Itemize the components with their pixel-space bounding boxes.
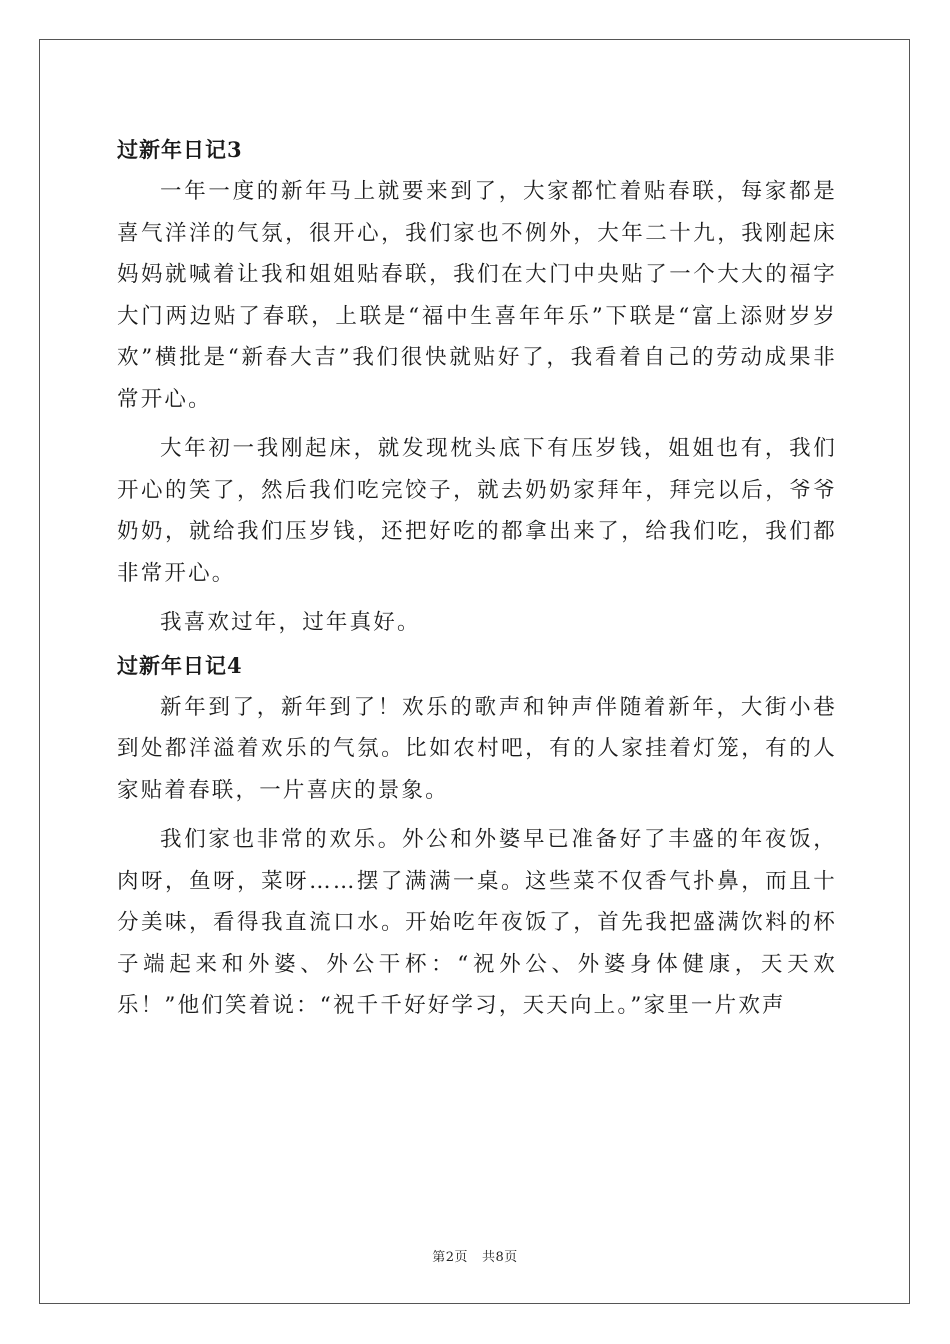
total-page-count: 共8页 — [482, 1250, 518, 1265]
document-body — [117, 128, 837, 1027]
paragraph: 我们家也非常的欢乐。外公和外婆早已准备好了丰盛的年夜饭，肉呀，鱼呀，菜呀……摆了满满一桌。这些菜不仅香气扑鼻，而且十分美味，看得我直流口水。开始吃年夜饭了，首先我把盛满饮料的杯子端起来和外婆、外公干杯：“祝外公、外婆身体健康，天天欢乐！”他们笑着说：“祝千千好好学习，天天向上。”家里一片欢声 — [117, 827, 837, 1018]
page-footer — [0, 1246, 950, 1265]
paragraph: 我喜欢过年，过年真好。 — [160, 610, 421, 635]
paragraph: 新年到了，新年到了！欢乐的歌声和钟声伴随着新年，大街小巷到处都洋溢着欢乐的气氛。比如农村吧，有的人家挂着灯笼，有的人家贴着春联，一片喜庆的景象。 — [117, 694, 837, 803]
paragraph: 大年初一我刚起床，就发现枕头底下有压岁钱，姐姐也有，我们开心的笑了，然后我们吃完饺子，就去奶奶家拜年，拜完以后，爷爷奶奶，就给我们压岁钱，还把好吃的都拿出来了，给我们吃，我们都非常开心。 — [117, 436, 837, 586]
section-diary-4 — [117, 644, 837, 1027]
section-heading: 过新年日记4 — [117, 652, 243, 678]
section-diary-3 — [117, 128, 837, 644]
section-heading: 过新年日记3 — [117, 137, 243, 162]
current-page-number: 第2页 — [432, 1250, 468, 1265]
paragraph: 一年一度的新年马上就要来到了，大家都忙着贴春联，每家都是喜气洋洋的气氛，很开心，我们家也不例外，大年二十九，我刚起床妈妈就喊着让我和姐姐贴春联，我们在大门中央贴了一个大大的福字大门两边贴了春联，上联是“福中生喜年年乐”下联是“富上添财岁岁欢”横批是“新春大吉”我们很快就贴好了，我看着自己的劳动成果非常开心。 — [117, 179, 837, 412]
